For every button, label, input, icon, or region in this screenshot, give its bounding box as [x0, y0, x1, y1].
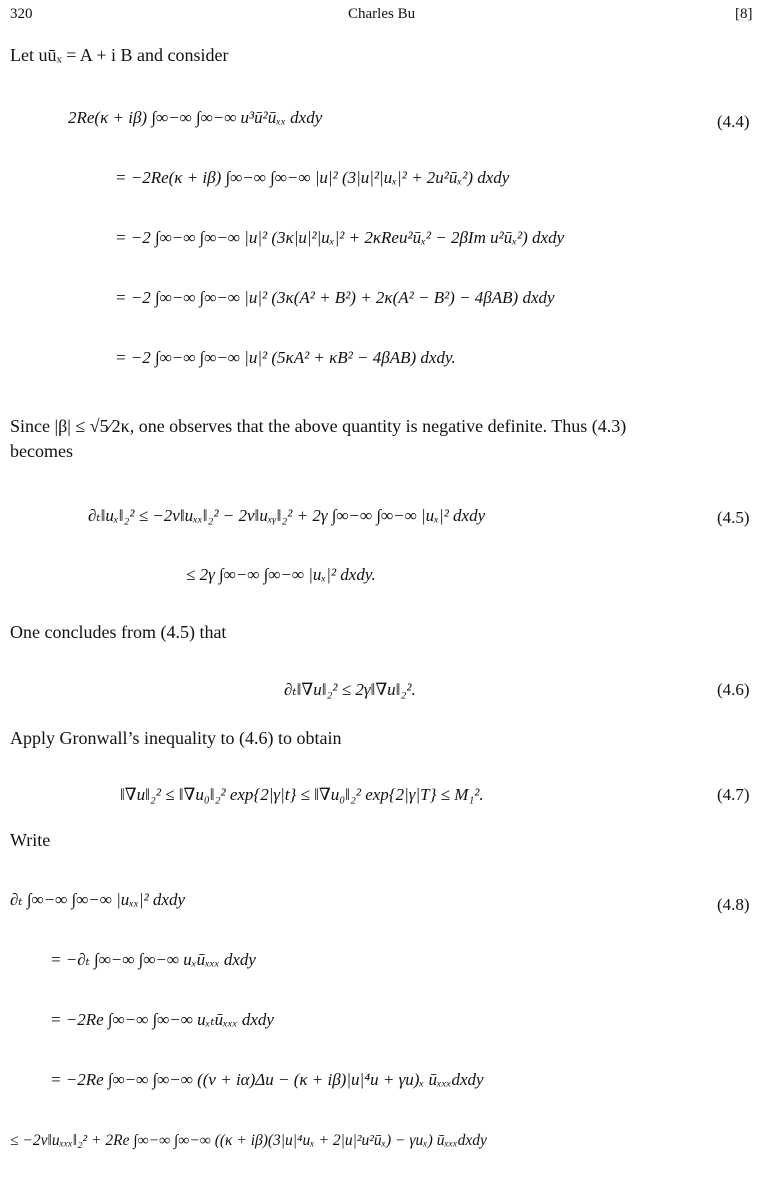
text-one-concludes: One concludes from (4.5) that [10, 622, 227, 642]
equation-4-8-line-2: = −∂ₜ ∫∞−∞ ∫∞−∞ uₓūₓₓₓ dxdy [50, 950, 256, 969]
equation-4-4-line-2: = −2Re(κ + iβ) ∫∞−∞ ∫∞−∞ |u|² (3|u|²|uₓ|² + 2u²ūₓ²) dxdy [115, 168, 510, 187]
text-since-beta: Since |β| ≤ √5⁄2κ, one observes that the above quantity is negative definite. Thus (4.3) [10, 416, 627, 436]
text-write: Write [10, 830, 51, 850]
equation-4-8-line-4: = −2Re ∫∞−∞ ∫∞−∞ ((ν + iα)Δu − (κ + iβ)|u|⁴u + γu)ₓ ūₓₓₓdxdy [50, 1070, 484, 1089]
equation-number-4-7: (4.7) [717, 785, 750, 804]
equation-number-4-8: (4.8) [717, 895, 750, 914]
text-becomes: becomes [10, 441, 73, 461]
text-let-u: Let uūₓ = A + i B and consider [10, 45, 229, 65]
equation-4-8-line-3: = −2Re ∫∞−∞ ∫∞−∞ uₓₜūₓₓₓ dxdy [50, 1010, 274, 1029]
equation-number-4-6: (4.6) [717, 680, 750, 699]
equation-4-4-line-3: = −2 ∫∞−∞ ∫∞−∞ |u|² (3κ|u|²|uₓ|² + 2κReu²ūₓ² − 2βIm u²ūₓ²) dxdy [115, 228, 565, 247]
equation-4-5-line-1: ∂ₜ‖uₓ‖₂² ≤ −2ν‖uₓₓ‖₂² − 2ν‖uₓᵧ‖₂² + 2γ ∫∞−∞ ∫∞−∞ |uₓ|² dxdy [88, 506, 486, 525]
equation-number-4-4: (4.4) [717, 112, 750, 131]
equation-4-8-line-5: ≤ −2ν‖uₓₓₓ‖₂² + 2Re ∫∞−∞ ∫∞−∞ ((κ + iβ)(3|u|⁴uₓ + 2|u|²u²ūₓ) − γuₓ) ūₓₓₓdxdy [10, 1132, 487, 1149]
equation-4-4-line-4: = −2 ∫∞−∞ ∫∞−∞ |u|² (3κ(A² + B²) + 2κ(A² − B²) − 4βAB) dxdy [115, 288, 555, 307]
equation-4-4-line-5: = −2 ∫∞−∞ ∫∞−∞ |u|² (5κA² + κB² − 4βAB) dxdy. [115, 348, 456, 367]
equation-4-8-line-1: ∂ₜ ∫∞−∞ ∫∞−∞ |uₓₓ|² dxdy [10, 890, 186, 909]
running-head-ref: [8] [735, 6, 753, 22]
equation-4-6: ∂ₜ‖∇u‖₂² ≤ 2γ‖∇u‖₂². [284, 680, 416, 699]
equation-4-7: ‖∇u‖₂² ≤ ‖∇u₀‖₂² exp{2|γ|t} ≤ ‖∇u₀‖₂² exp{2|γ|T} ≤ M₁². [120, 785, 484, 804]
equation-number-4-5: (4.5) [717, 508, 750, 527]
text-apply-gronwall: Apply Gronwall’s inequality to (4.6) to obtain [10, 728, 342, 748]
equation-4-5-line-2: ≤ 2γ ∫∞−∞ ∫∞−∞ |uₓ|² dxdy. [186, 565, 376, 584]
running-head-author: Charles Bu [348, 6, 416, 22]
equation-4-4-line-1: 2Re(κ + iβ) ∫∞−∞ ∫∞−∞ u³ū²ūₓₓ dxdy [68, 108, 323, 127]
page-number: 320 [10, 6, 33, 22]
